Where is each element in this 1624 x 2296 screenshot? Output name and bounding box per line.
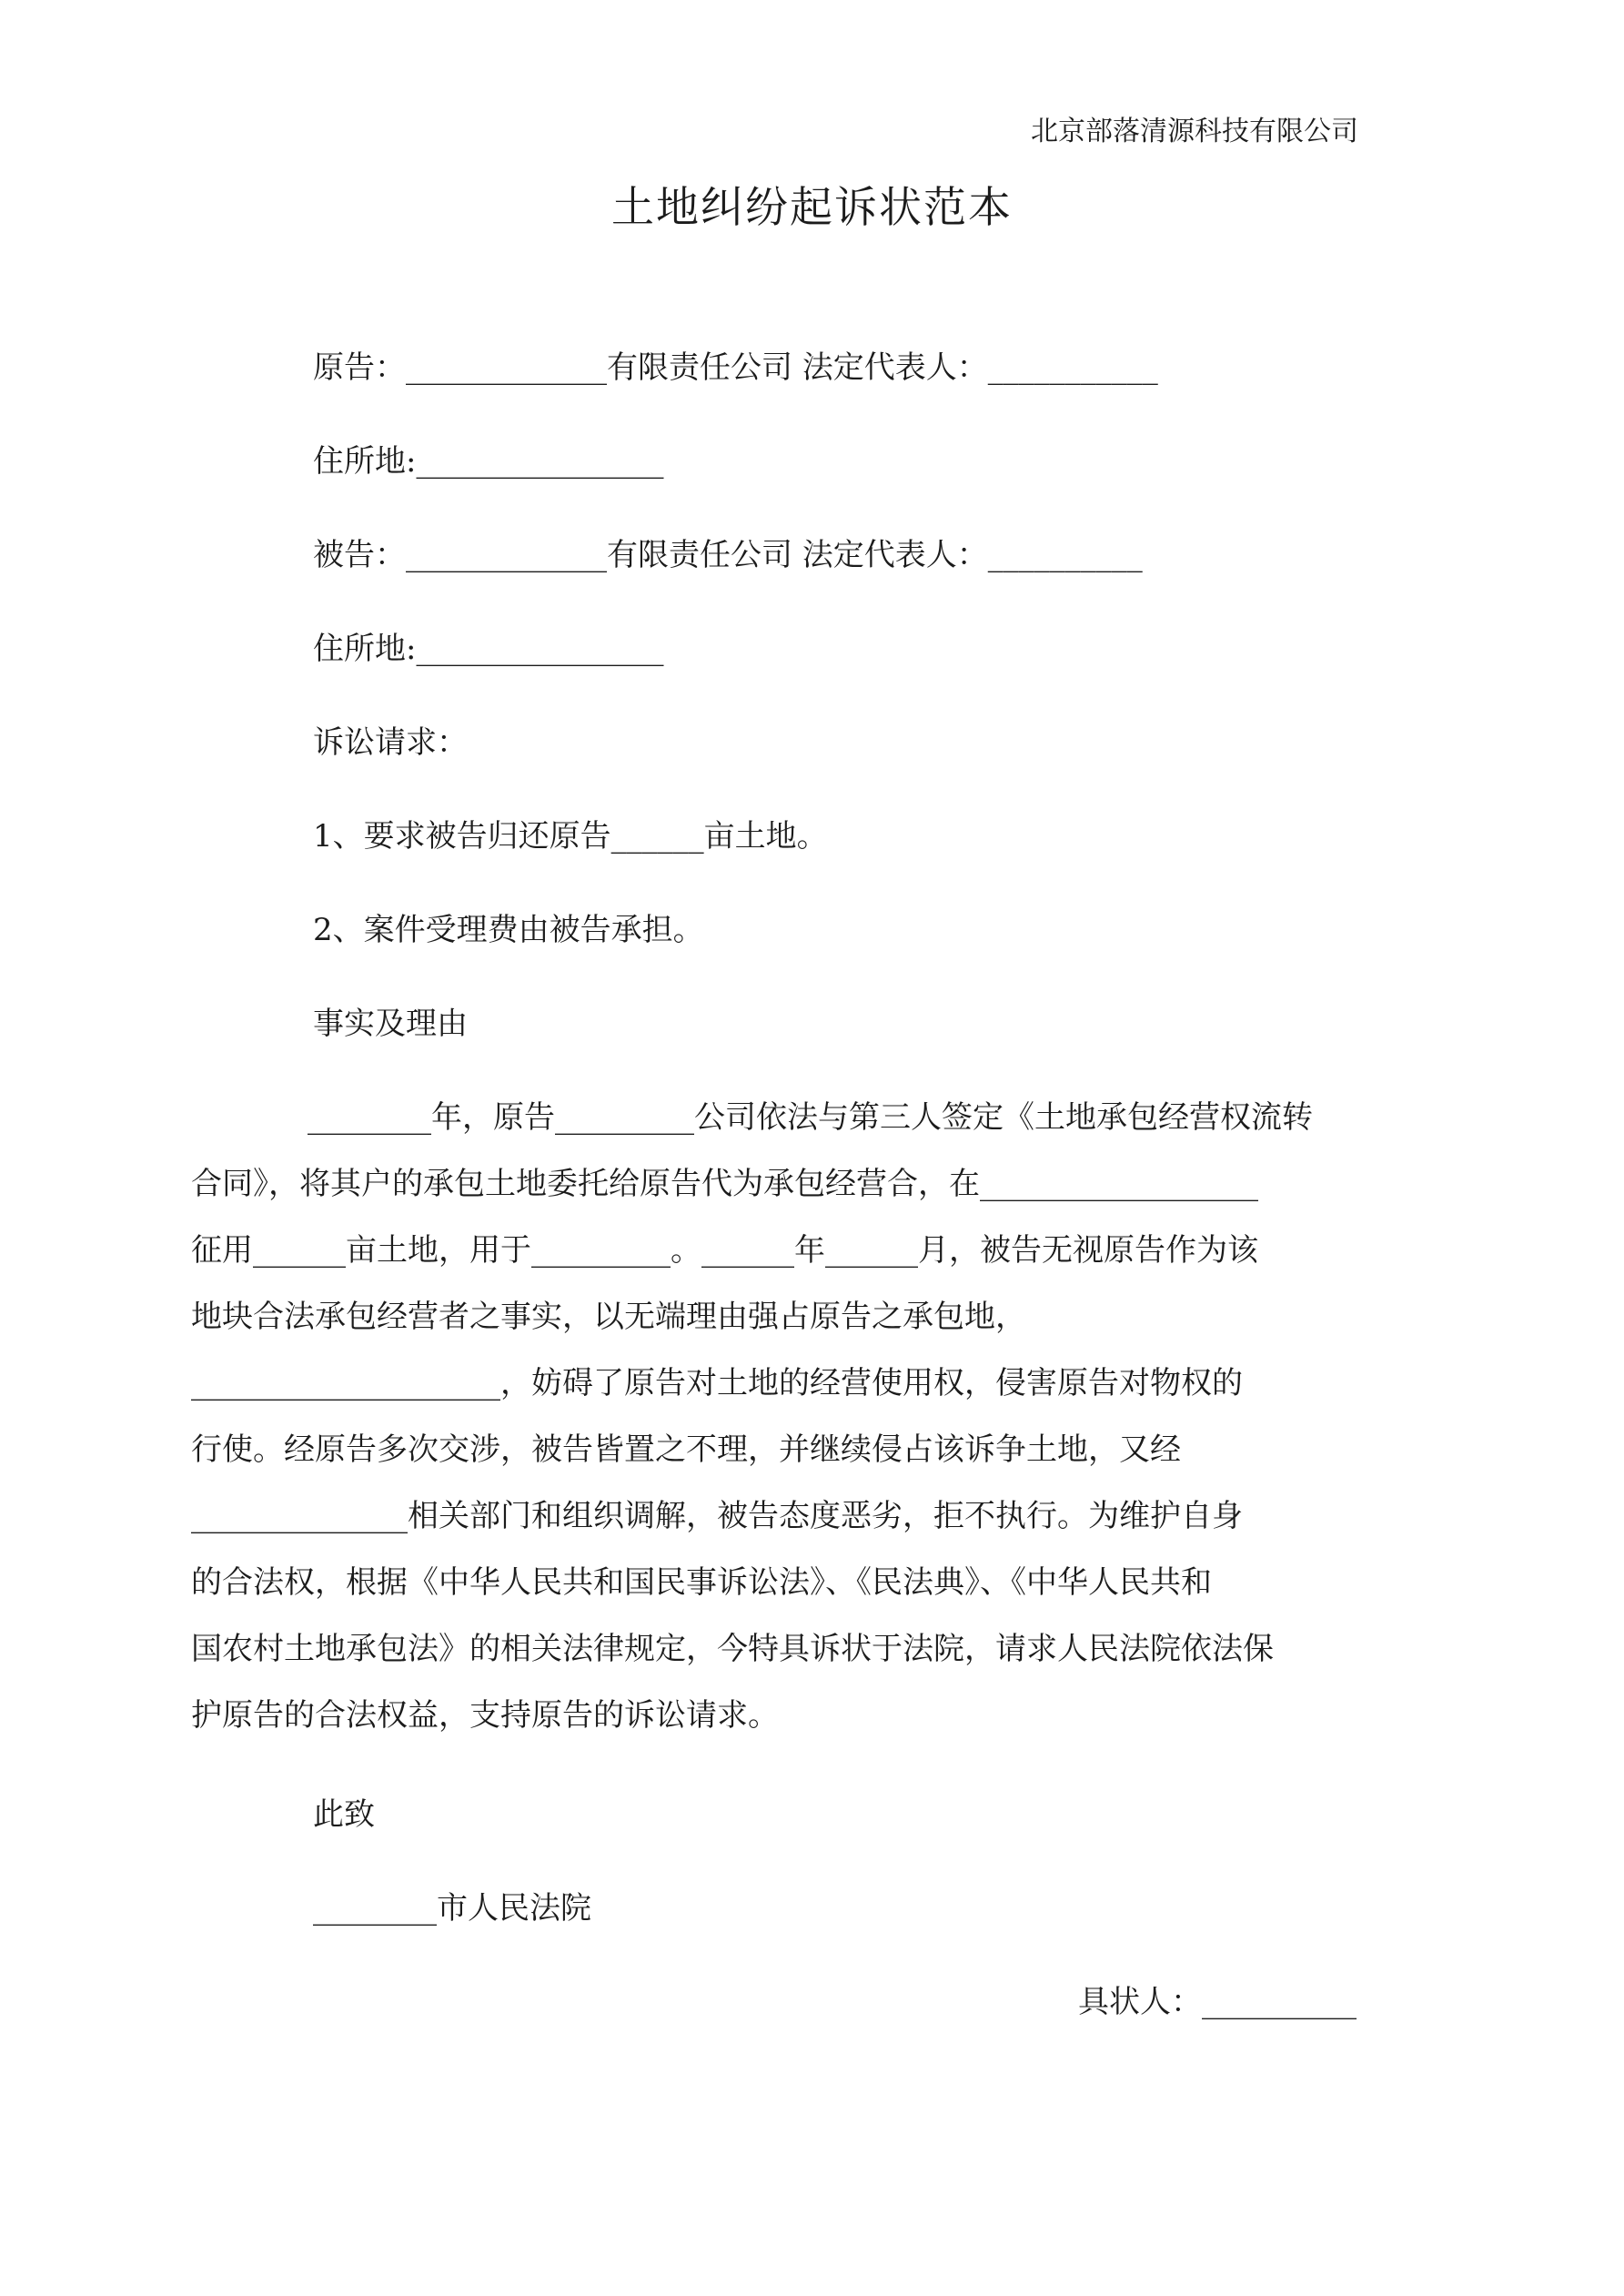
facts-line: ____________________，妨碍了原告对土地的经营使用权，侵害原告对物权的 [191, 1365, 1243, 1401]
facts-line: 征用______亩土地，用于_________。______年______月，被告无视原告作为该 [191, 1232, 1258, 1269]
plaintiff-address-line: 住所地:________________ [313, 443, 664, 480]
defendant-address-line: 住所地:________________ [313, 631, 664, 667]
facts-line: 合同》，将其户的承包土地委托给原告代为承包经营合，在__________________ [191, 1166, 1258, 1202]
document-body [191, 335, 1433, 2063]
claim-item-2: 2、案件受理费由被告承担。 [313, 912, 704, 948]
facts-line: ________年，原告_________公司依法与第三人签定《土地承包经营权流转 [308, 1099, 1313, 1136]
defendant-line: 被告：_____________有限责任公司 法定代表人：__________ [313, 537, 1143, 573]
facts-line: 的合法权，根据《中华人民共和国民事诉讼法》、《民法典》、《中华人民共和 [191, 1564, 1212, 1601]
facts-line: 地块合法承包经营者之事实，以无端理由强占原告之承包地， [191, 1299, 1026, 1335]
page-title: 土地纠纷起诉状范本 [611, 183, 1013, 233]
facts-line: ______________相关部门和组织调解，被告态度恶劣，拒不执行。为维护自身 [191, 1498, 1243, 1534]
plaintiff-line: 原告：_____________有限责任公司 法定代表人：___________ [313, 349, 1158, 386]
claims-heading: 诉讼请求： [313, 724, 468, 761]
claim-item-1: 1、要求被告归还原告______亩土地。 [313, 818, 828, 855]
facts-line: 国农村土地承包法》的相关法律规定，今特具诉状于法院，请求人民法院依法保 [191, 1631, 1274, 1667]
facts-heading: 事实及理由 [313, 1006, 468, 1042]
salutation: 此致 [313, 1796, 375, 1833]
signer-line: 具状人：__________ [1078, 1984, 1357, 2020]
facts-line: 护原告的合法权益，支持原告的诉讼请求。 [191, 1697, 779, 1734]
court-line: ________市人民法院 [313, 1890, 591, 1927]
company-header: 北京部落清源科技有限公司 [1031, 116, 1358, 147]
facts-paragraph [191, 1085, 1433, 1749]
facts-line: 行使。经原告多次交涉，被告皆置之不理，并继续侵占该诉争土地，又经 [191, 1431, 1181, 1468]
